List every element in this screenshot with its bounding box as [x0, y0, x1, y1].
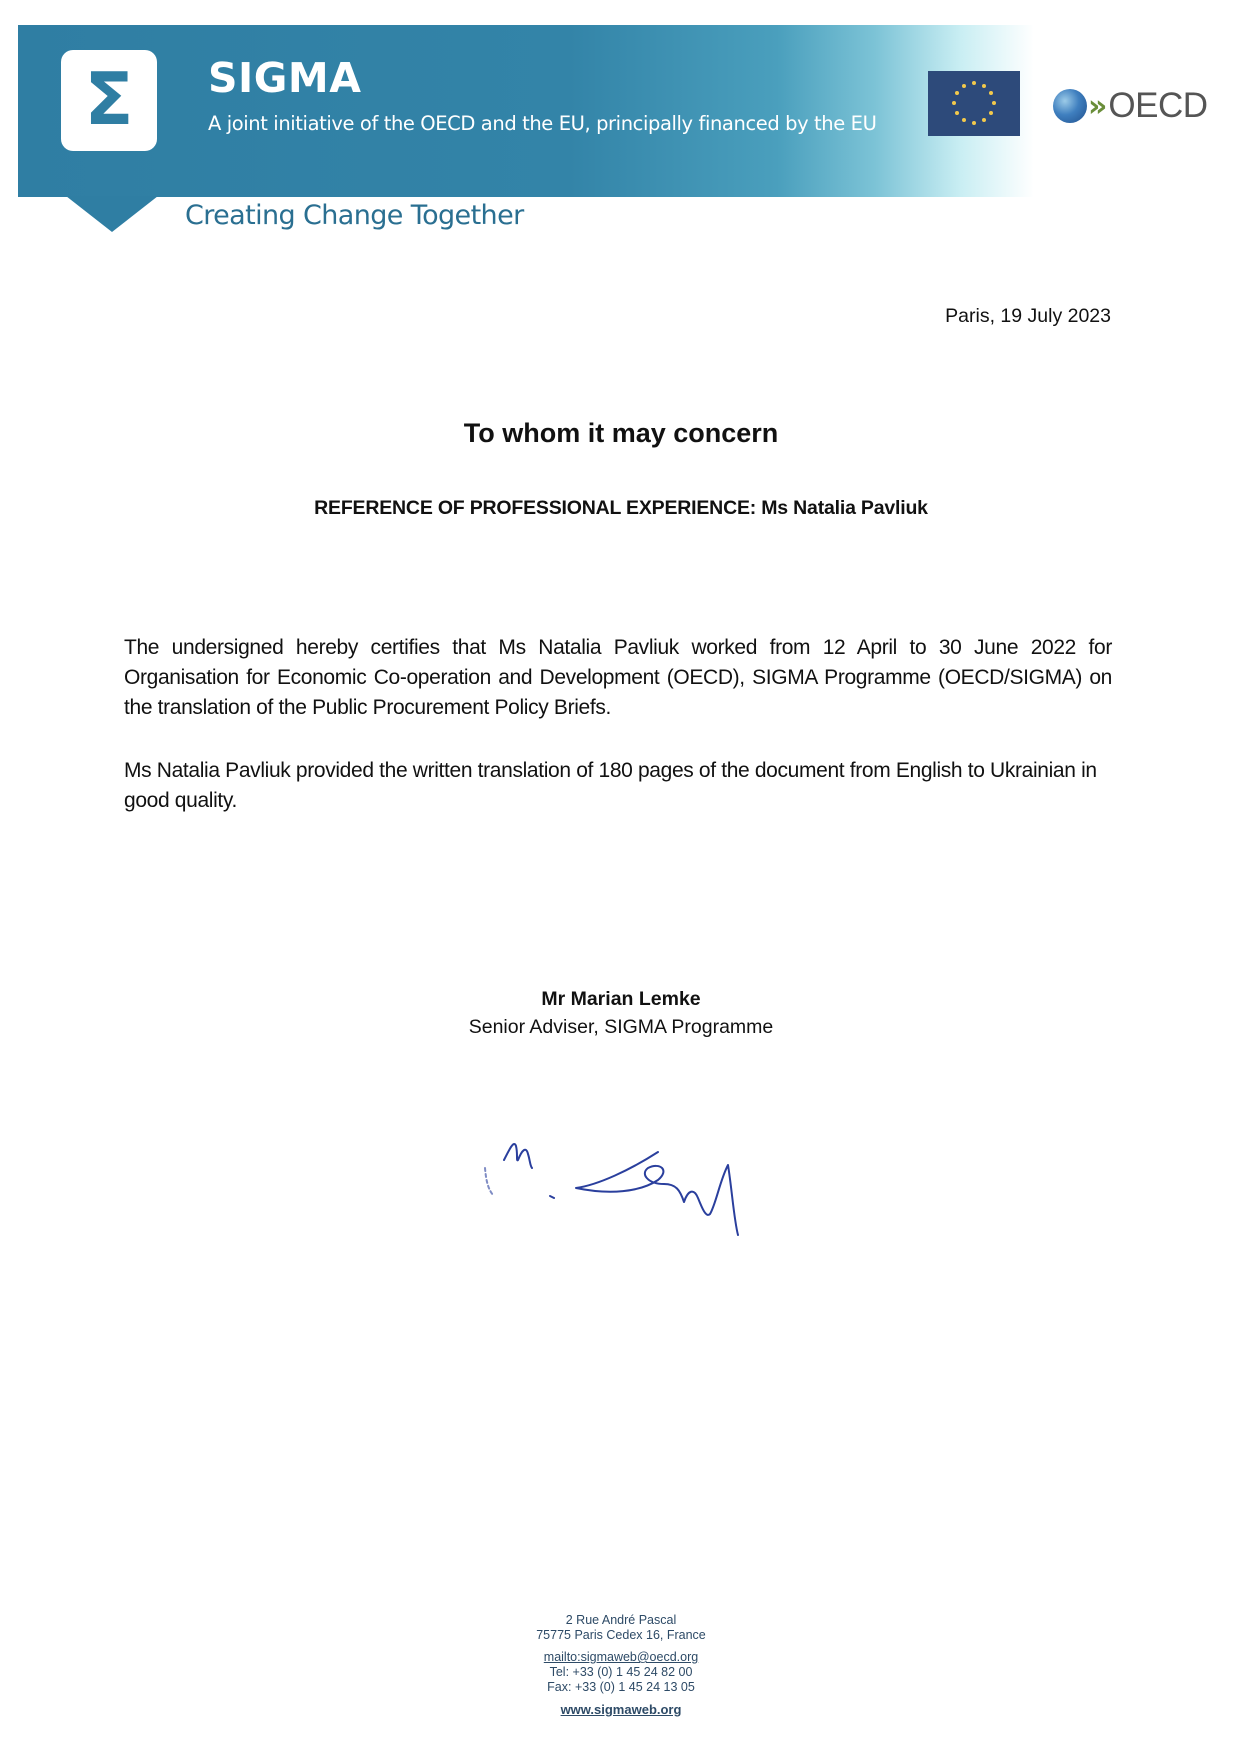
eu-star-icon [955, 91, 959, 95]
signer-name: Mr Marian Lemke [541, 988, 701, 1010]
eu-star-icon [992, 101, 996, 105]
banner-pointer [66, 196, 158, 232]
paragraph-certification: The undersigned hereby certifies that Ms Natalia Pavliuk worked from 12 April to 30 June 2022 for Organisation for Economic Co-operation and Development (OECD), SIGMA Programme (OECD/SIGMA) on the translation of the Public Procurement Policy Briefs. [124, 636, 1112, 719]
signer-title: Senior Adviser, SIGMA Programme [468, 1016, 774, 1038]
brand-subtitle: A joint initiative of the OECD and the EU, principally financed by the EU [208, 112, 877, 135]
fax-number: Fax: +33 (0) 1 45 24 13 05 [547, 1680, 695, 1694]
eu-star-icon [955, 111, 959, 115]
sigma-logo [61, 50, 157, 151]
signature-stroke [504, 1144, 532, 1168]
email-link[interactable]: mailto:sigmaweb@oecd.org [543, 1650, 699, 1664]
reference-line: REFERENCE OF PROFESSIONAL EXPERIENCE: Ms Natalia Pavliuk [314, 497, 928, 519]
oecd-logo [1053, 86, 1208, 126]
phone-number: Tel: +33 (0) 1 45 24 82 00 [549, 1665, 693, 1679]
eu-star-icon [962, 84, 966, 88]
oecd-label: OECD [1108, 86, 1208, 125]
eu-star-icon [962, 118, 966, 122]
eu-star-icon [972, 121, 976, 125]
address-line: 2 Rue André Pascal [565, 1613, 677, 1627]
tagline: Creating Change Together [185, 200, 524, 231]
website-link[interactable]: www.sigmaweb.org [560, 1702, 682, 1717]
footer [0, 1613, 1242, 1718]
signature-stroke [485, 1168, 494, 1196]
eu-star-icon [952, 101, 956, 105]
signature-stroke [576, 1152, 738, 1235]
signature-stroke [550, 1196, 554, 1198]
globe-icon [1053, 89, 1087, 123]
eu-star-icon [972, 81, 976, 85]
eu-star-icon [982, 84, 986, 88]
eu-flag-icon [928, 71, 1020, 136]
brand-name: SIGMA [208, 54, 362, 102]
sigma-icon: Σ [84, 56, 134, 141]
address-line: 75775 Paris Cedex 16, France [536, 1628, 706, 1642]
letter-title: To whom it may concern [463, 418, 779, 448]
paragraph-translation: Ms Natalia Pavliuk provided the written translation of 180 pages of the document from English to Ukrainian in good quality. [124, 759, 1097, 812]
eu-star-icon [989, 111, 993, 115]
letter-date: Paris, 19 July 2023 [945, 305, 1111, 327]
eu-star-icon [982, 118, 986, 122]
eu-star-icon [989, 91, 993, 95]
signature [480, 1110, 820, 1240]
chevrons-icon: » [1088, 88, 1099, 124]
